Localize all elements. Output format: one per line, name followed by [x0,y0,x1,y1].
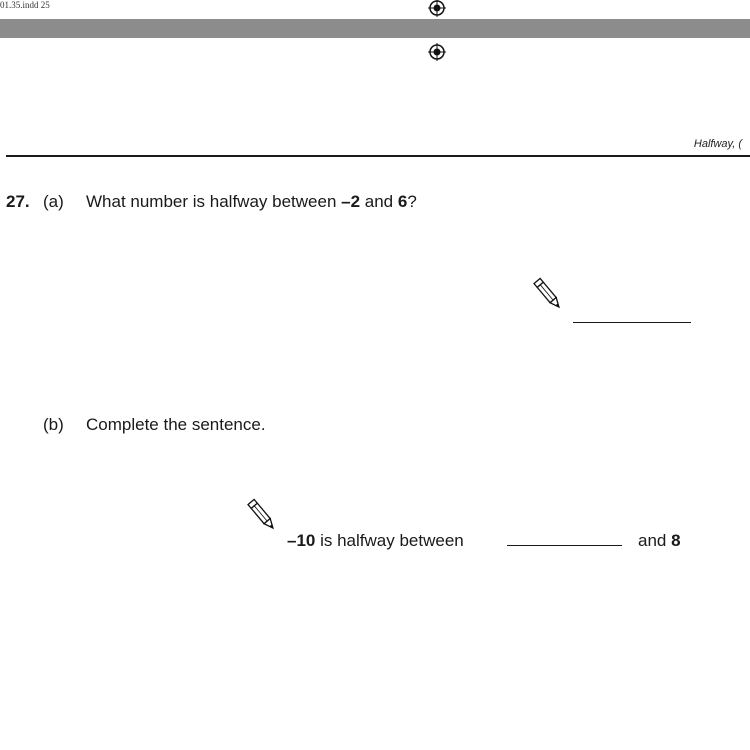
part-b-instruction: Complete the sentence. [86,415,266,434]
answer-line-a[interactable] [573,322,691,323]
registration-mark-icon [428,43,446,61]
running-head: Halfway, ( [693,138,742,150]
part-b-text-1: is halfway between [315,531,464,550]
answer-line-b[interactable] [507,545,622,546]
trim-band [0,19,750,38]
part-a-text-1: What number is halfway between [86,192,342,211]
part-b-sentence-end [638,531,681,551]
pencil-icon [247,497,277,533]
part-a-label: (a) [43,192,64,211]
part-a-value-1: –2 [341,192,361,211]
part-b-value-start: –10 [287,531,316,550]
part-a-value-2: 6 [397,192,408,211]
part-b-label: (b) [43,415,64,434]
part-a-question [86,192,417,212]
part-b-text-2: and [638,531,672,550]
header-rule [6,155,750,157]
part-a-text-2: and [360,192,398,211]
registration-mark-icon [428,0,446,17]
part-a-text-3: ? [407,192,417,211]
pencil-icon [533,276,563,312]
part-b-sentence-start [287,531,464,551]
question-number: 27. [6,192,30,211]
part-b-value-end: 8 [671,531,681,550]
print-slug: 01.35.indd 25 [0,0,50,10]
